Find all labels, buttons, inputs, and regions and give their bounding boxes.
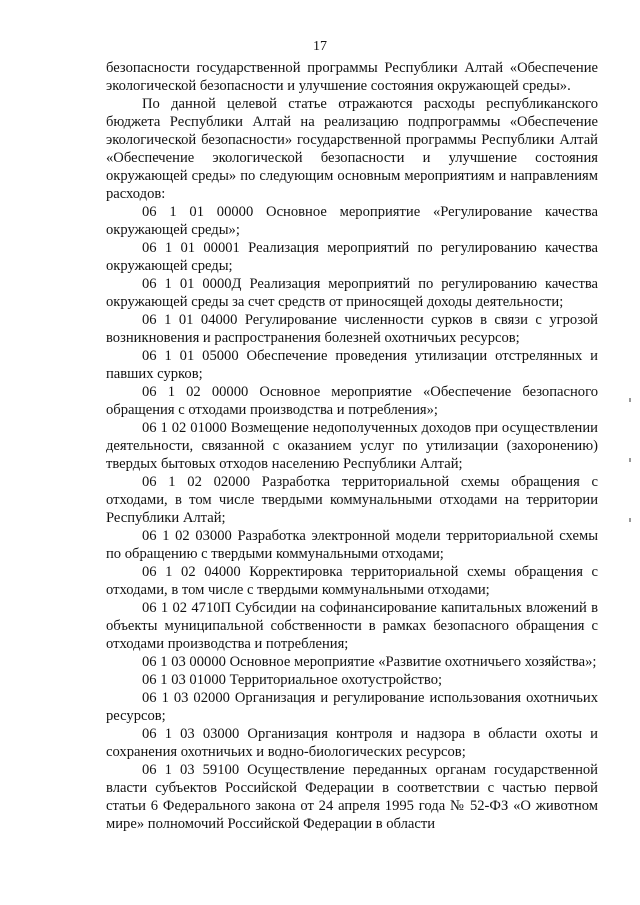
paragraph: 06 1 01 0000Д Реализация мероприятий по регулированию качества окружающей среды за счет средств от приносящей доходы деятельности; bbox=[106, 276, 598, 310]
paragraph: 06 1 03 03000 Организация контроля и надзора в области охоты и сохранения охотничьих и водно-биологических ресурсов; bbox=[106, 726, 598, 760]
paragraph: 06 1 03 00000 Основное мероприятие «Развитие охотничьего хозяйства»; bbox=[142, 654, 597, 670]
paragraph: По данной целевой статье отражаются расходы республиканского бюджета Республики Алтай на реализацию подпрограммы «Обеспечение экологической безопасности» государственной программы Республики Алтай «Обеспечение экологической безопасности и улучшение состояния окружающей среды» по следующим основным мероприятиям и направлениям расходов: bbox=[106, 96, 598, 202]
paragraph: 06 1 02 4710П Субсидии на софинансирование капитальных вложений в объекты муниципальной собственности в рамках безопасного обращения с отходами производства и потребления; bbox=[106, 600, 598, 652]
paragraph: 06 1 03 02000 Организация и регулирование использования охотничьих ресурсов; bbox=[106, 690, 598, 724]
document-body bbox=[106, 59, 598, 833]
paragraph: 06 1 02 04000 Корректировка территориальной схемы обращения с отходами, в том числе с твердыми коммунальными отходами; bbox=[106, 564, 598, 598]
scan-margin-mark bbox=[629, 458, 631, 462]
paragraph: 06 1 02 01000 Возмещение недополученных доходов при осуществлении деятельности, связанной с оказанием услуг по утилизации (захоронению) твердых бытовых отходов населению Республики Алтай; bbox=[106, 420, 598, 472]
paragraph: 06 1 03 01000 Территориальное охотустройство; bbox=[142, 672, 443, 688]
paragraph: 06 1 01 00000 Основное мероприятие «Регулирование качества окружающей среды»; bbox=[106, 204, 598, 238]
paragraph: 06 1 01 00001 Реализация мероприятий по регулированию качества окружающей среды; bbox=[106, 240, 598, 274]
paragraph: 06 1 02 02000 Разработка территориальной схемы обращения с отходами, в том числе твердыми коммунальными отходами на территории Республики Алтай; bbox=[106, 474, 598, 526]
paragraph: 06 1 01 05000 Обеспечение проведения утилизации отстрелянных и павших сурков; bbox=[106, 348, 598, 382]
scan-margin-mark bbox=[629, 398, 631, 402]
paragraph: 06 1 02 03000 Разработка электронной модели территориальной схемы по обращению с твердыми коммунальными отходами; bbox=[106, 528, 598, 562]
paragraph: 06 1 02 00000 Основное мероприятие «Обеспечение безопасного обращения с отходами производства и потребления»; bbox=[106, 384, 598, 418]
paragraph: безопасности государственной программы Республики Алтай «Обеспечение экологической безопасности и улучшение состояния окружающей среды». bbox=[106, 60, 598, 94]
paragraph: 06 1 01 04000 Регулирование численности сурков в связи с угрозой возникновения и распространения болезней охотничьих ресурсов; bbox=[106, 312, 598, 346]
scan-margin-mark bbox=[629, 518, 631, 522]
paragraph: 06 1 03 59100 Осуществление переданных органам государственной власти субъектов Российской Федерации в соответствии с частью первой статьи 6 Федерального закона от 24 апреля 1995 года № 52-ФЗ «О животном мире» полномочий Российской Федерации в области bbox=[106, 762, 598, 832]
page-number: 17 bbox=[313, 39, 327, 54]
